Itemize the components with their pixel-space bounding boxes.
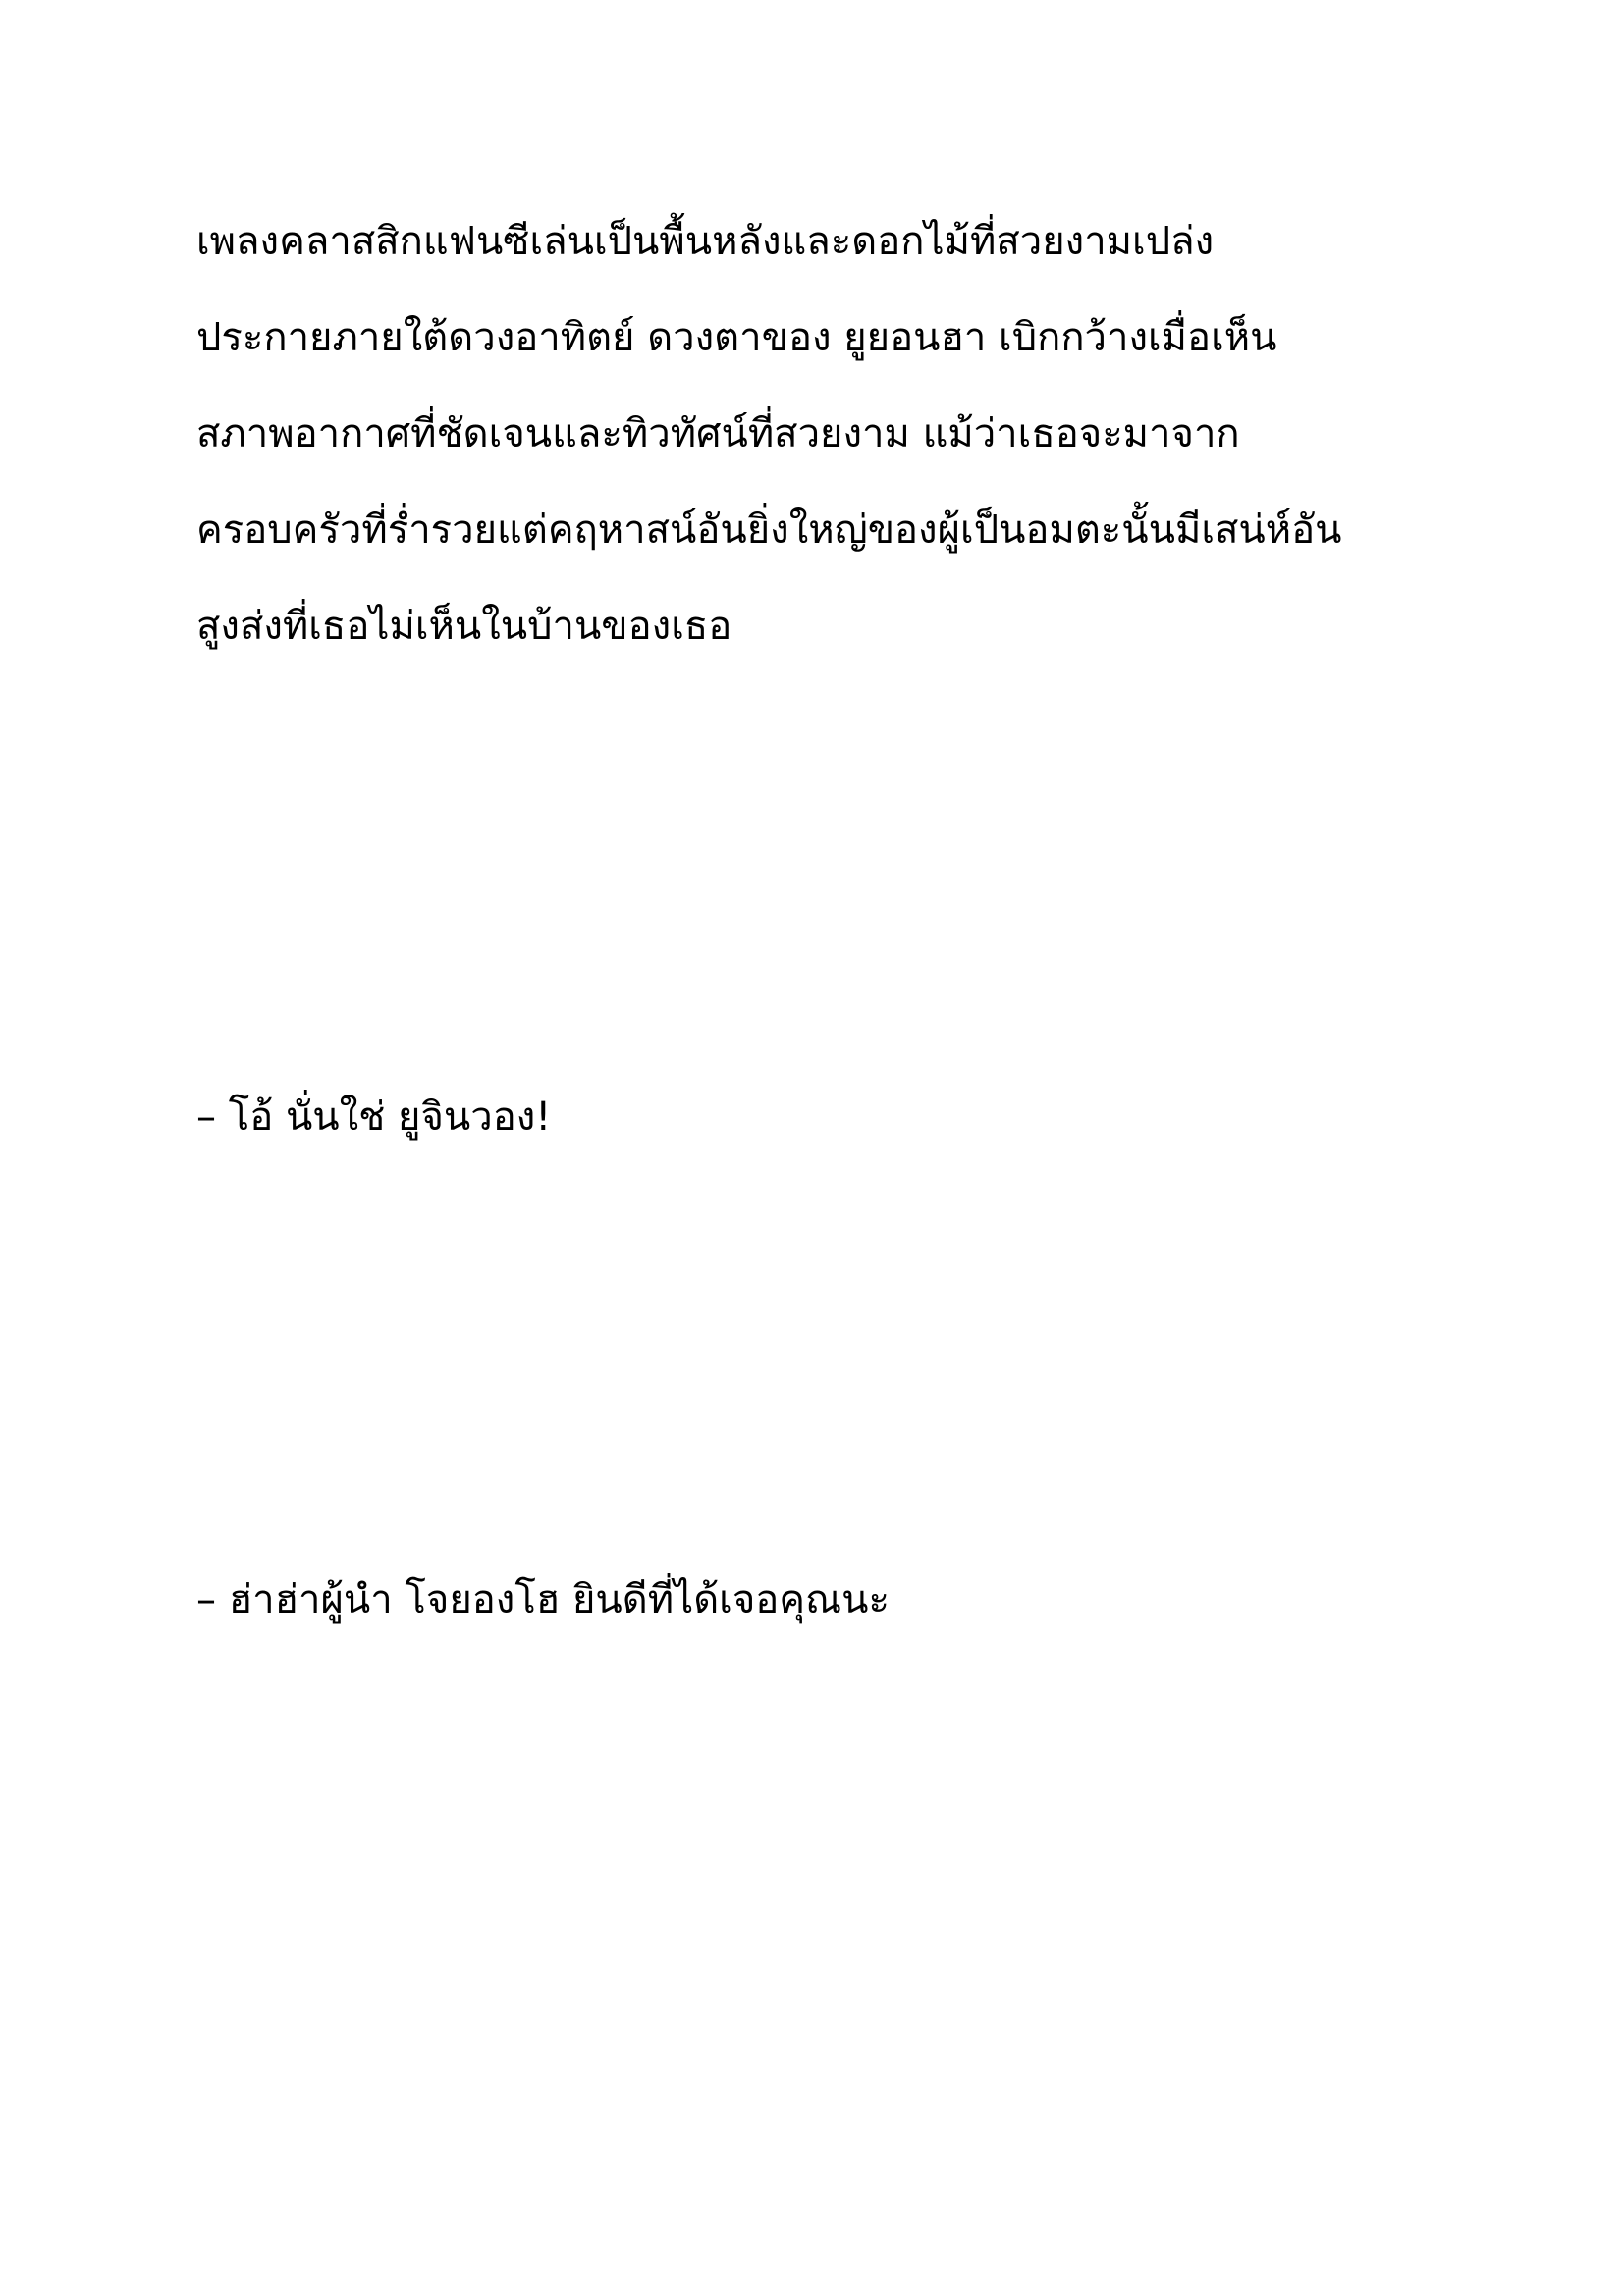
paragraph-line: เพลงคลาสสิกแฟนซีเล่นเป็นพื้นหลังและดอกไม้ที่สวยงามเปล่ง xyxy=(196,219,1215,264)
dialogue-line: – ฮ่าฮ่าผู้นำ โจยองโฮ ยินดีที่ได้เจอคุณนะ xyxy=(196,1577,890,1623)
paragraph-line: ประกายภายใต้ดวงอาทิตย์ ดวงตาของ ยูยอนฮา เบิกกว้างเมื่อเห็น xyxy=(196,315,1277,360)
dialogue-line: – โอ้ นั่นใช่ ยูจินวอง! xyxy=(196,1095,552,1140)
paragraph-line: สูงส่งที่เธอไม่เห็นในบ้านของเธอ xyxy=(196,604,732,649)
paragraph-line: ครอบครัวที่ร่ำรวยแต่คฤหาสน์อันยิ่งใหญ่ของผู้เป็นอมตะนั้นมีเสน่ห์อัน xyxy=(196,507,1342,553)
paragraph-line: สภาพอากาศที่ชัดเจนและทิวทัศน์ที่สวยงาม แม้ว่าเธอจะมาจาก xyxy=(196,411,1240,456)
